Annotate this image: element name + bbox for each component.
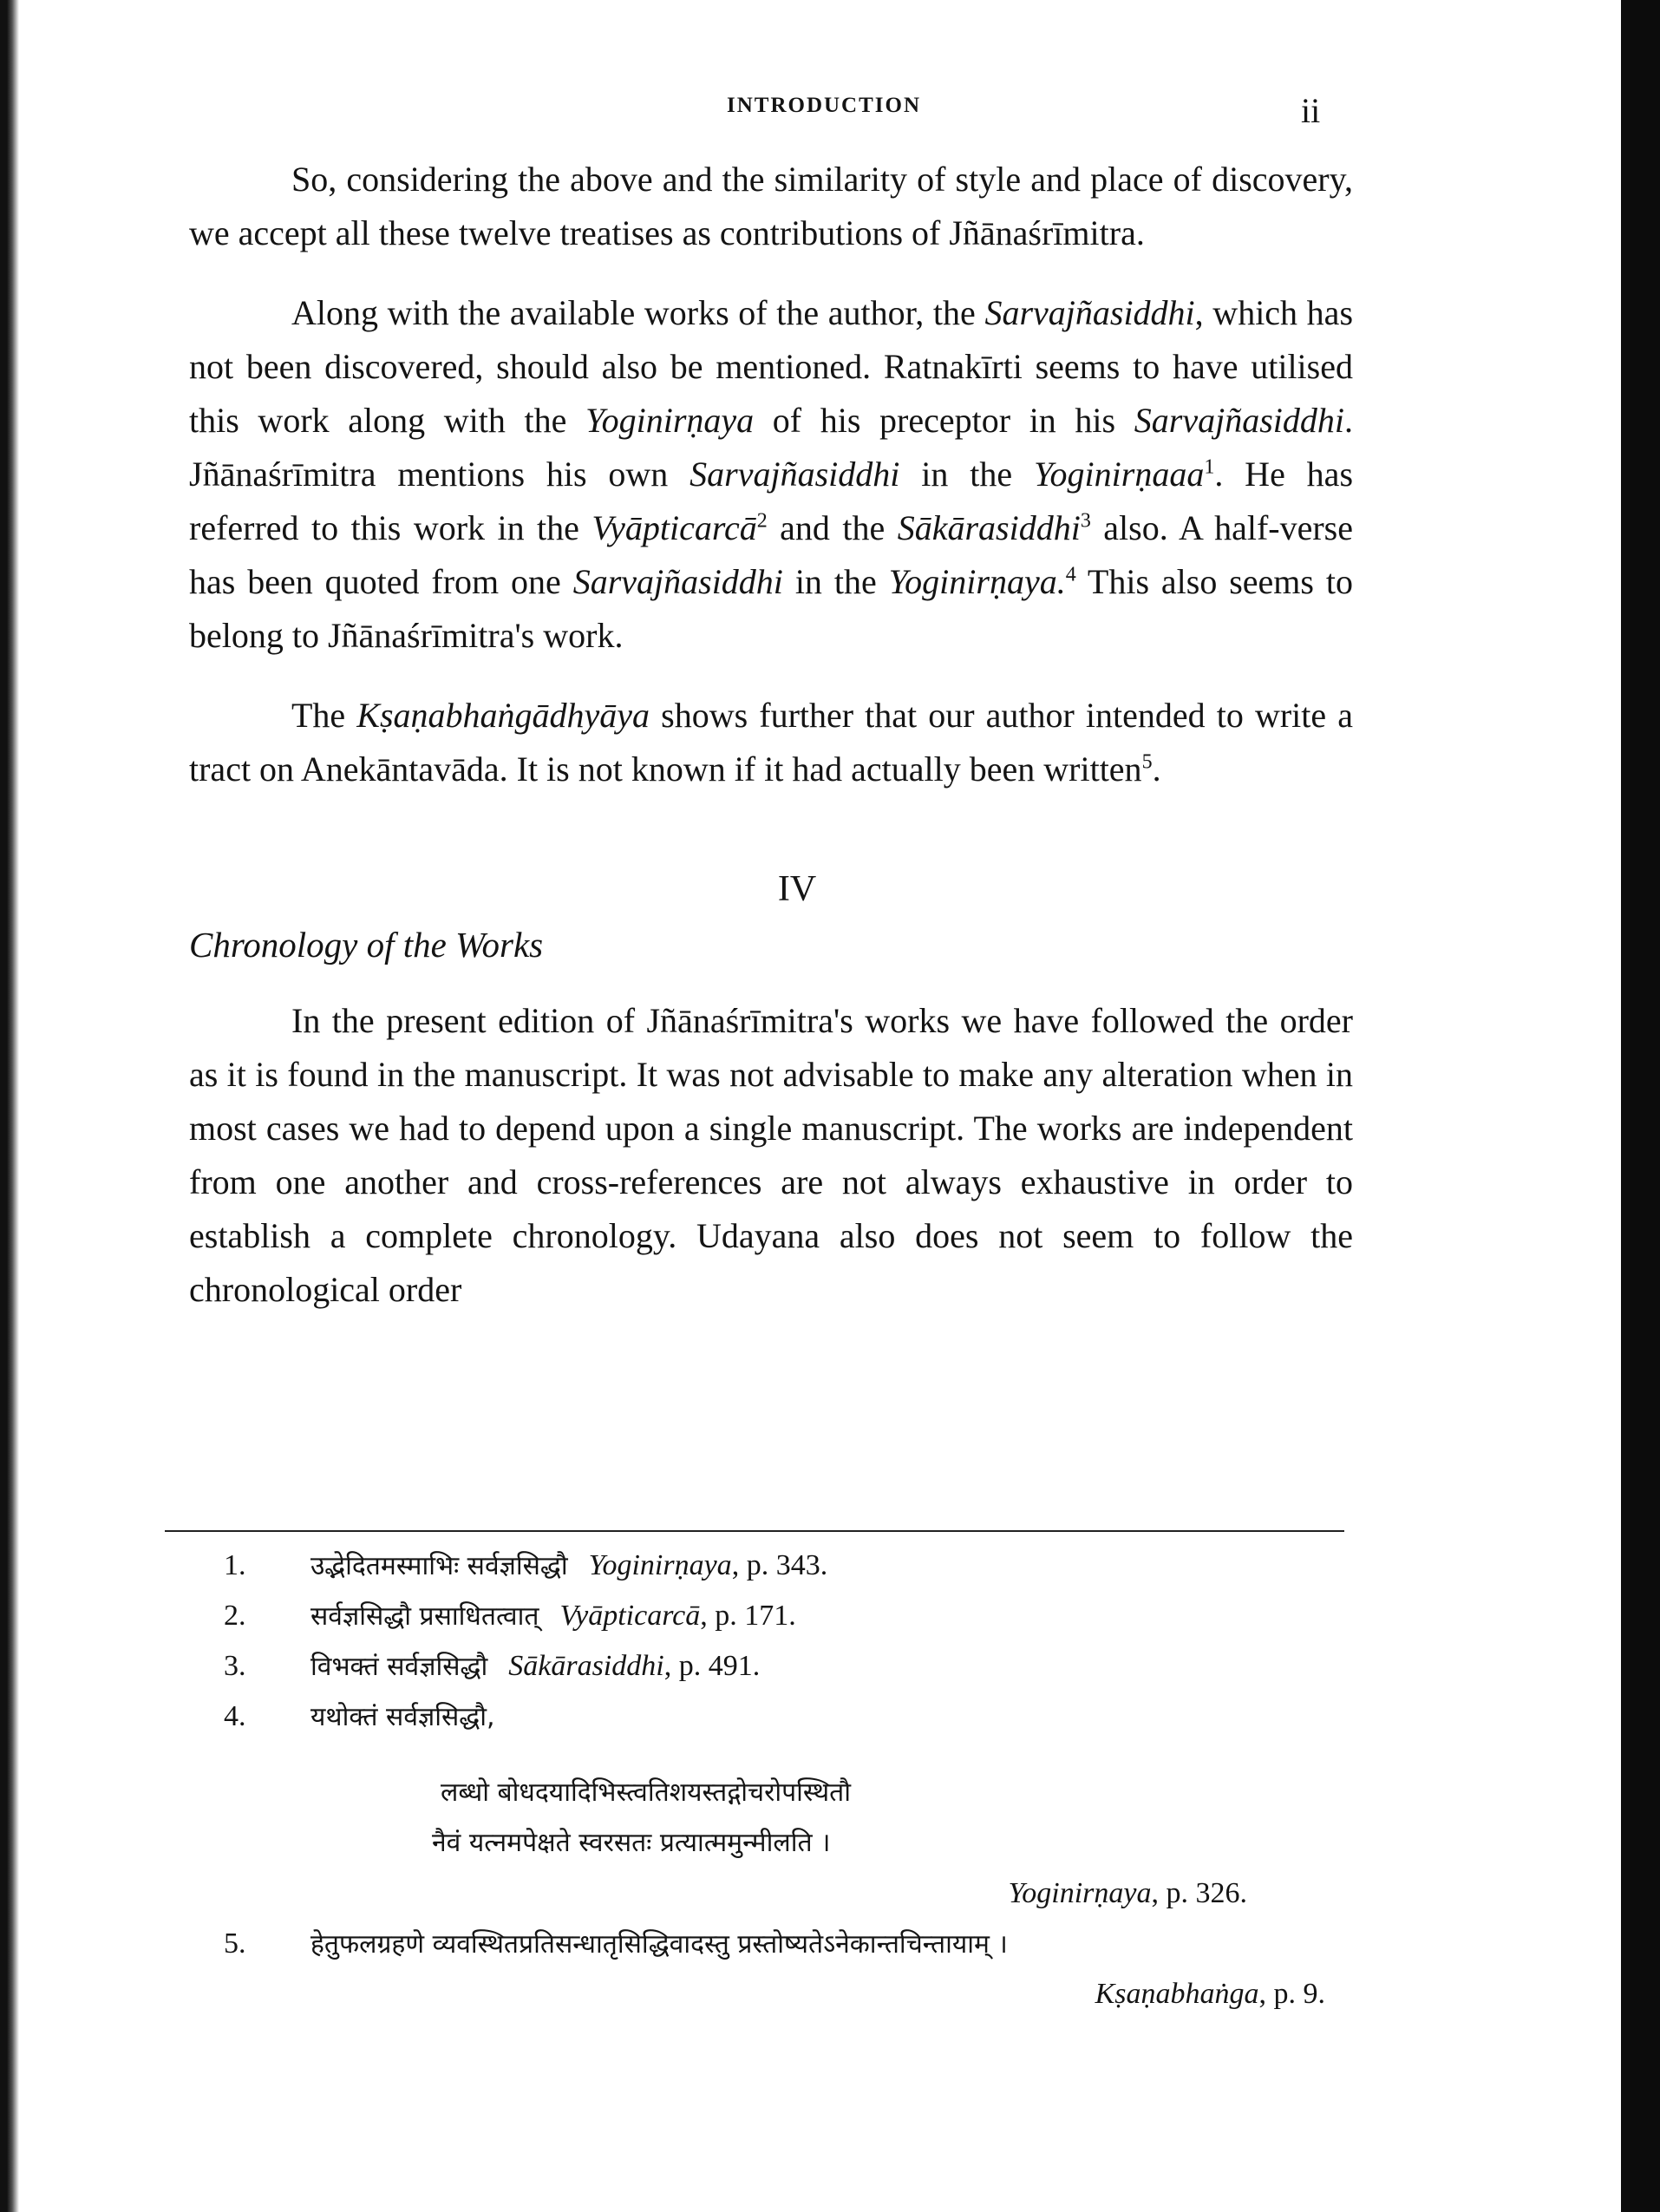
source-title: Sākārasiddhi — [508, 1650, 664, 1682]
footnote-2 — [224, 1591, 1351, 1641]
footnote-number: 5. — [224, 1927, 246, 1960]
title-vyapticarca: Vyāpticarcā — [591, 508, 757, 547]
footnote-divider — [165, 1530, 1344, 1532]
sanskrit-quote: विभक्तं सर्वज्ञसिद्धौ — [310, 1652, 488, 1682]
verse-line-2: नैवं यत्नमपेक्षते स्वरसतः प्रत्यात्ममुन्मीलति । — [432, 1828, 831, 1858]
footnote-ref-2: 2 — [756, 509, 768, 533]
footnote-number: 2. — [224, 1600, 246, 1632]
title-yoginirnaya: Yoginirṇaya — [585, 401, 755, 440]
paragraph-1: So, considering the above and the similarity of style and place of discovery, we accept all these twelve treatises as contributions of Jñānaśrīmitra. — [189, 160, 1353, 252]
source-title: Vyāpticarcā — [559, 1600, 701, 1632]
footnote-1 — [224, 1541, 1351, 1591]
title-yoginirnaya: Yoginirṇaaa — [1033, 455, 1205, 494]
footnote-ref-4: 4 — [1065, 563, 1076, 586]
paragraph-3: The Kṣaṇabhaṅgādhyāya shows further that our author intended to write a tract on Anekāntavāda. It is not known if it had actually been written$^5$. — [189, 696, 1354, 789]
source-title: Kṣaṇabhaṅga — [1095, 1978, 1259, 2010]
footnote-3 — [224, 1641, 1351, 1692]
footnote-number: 1. — [224, 1549, 246, 1581]
source-page: , p. 9. — [1258, 1978, 1325, 2010]
sanskrit-quote: उद्भेदितमस्माभिः सर्वज्ञसिद्धौ — [310, 1551, 568, 1581]
paragraph-2: Along with the available works of the author, the Sarvajñasiddhi, which has not been discovered, should also be mentioned. Ratnakīrti seems to have utilised this work along with the Yoginirṇaya of his preceptor in his Sarvajñasiddhi. Jñānaśrīmitra mentions his own Sarvajñasiddhi in the Yoginirṇaaa$^1$. He has referred to this work in the Vyāpticarcā$^2$ and the Sākārasiddhi$^3$ also. A half-verse has been quoted from one Sarvajñasiddhi in the Yoginirṇaya.$^4$ This also seems to belong to Jñānaśrīmitra's work. — [189, 293, 1354, 655]
footnote-number: 4. — [224, 1700, 246, 1732]
footnote-ref-5: 5 — [1141, 750, 1153, 774]
page-number: ii — [1301, 91, 1321, 130]
source-page: , p. 343. — [731, 1549, 828, 1581]
title-sarvajnasiddhi: Sarvajñasiddhi — [984, 293, 1195, 332]
title-sakarasiddhi: Sākārasiddhi — [897, 508, 1081, 547]
footnote-ref-3: 3 — [1080, 509, 1091, 533]
footnote-number: 3. — [224, 1650, 246, 1682]
main-text — [189, 153, 1353, 1317]
title-sarvajnasiddhi: Sarvajñasiddhi — [1134, 401, 1344, 440]
source-page: , p. 171. — [700, 1600, 796, 1632]
footnotes — [224, 1541, 1351, 2019]
source-page: , p. 326. — [1151, 1877, 1247, 1909]
footnote-5 — [224, 1919, 1351, 1969]
footnote-4 — [224, 1692, 1351, 1742]
title-ksanabhangadhyaya: Kṣaṇabhaṅgādhyāya — [356, 696, 650, 735]
verse-line-1: लब्धो बोधदयादिभिस्त्वतिशयस्तद्गोचरोपस्थितौ — [441, 1777, 852, 1808]
section-title: Chronology of the Works — [189, 925, 544, 965]
footnote-5-source — [224, 1969, 1351, 2019]
footnote-ref-1: 1 — [1204, 455, 1215, 479]
running-title: INTRODUCTION — [726, 94, 922, 117]
sanskrit-quote: सर्वज्ञसिद्धौ प्रसाधितत्वात् — [310, 1601, 539, 1632]
paragraph-4: In the present edition of Jñānaśrīmitra's works we have followed the order as it is found in the manuscript. It was not advisable to make any alteration when in most cases we had to depend upon a single manuscript. The works are independent from one another and cross-references are not always exhaustive in order to establish a complete chronology. Udayana also does not seem to follow the chronological order — [189, 1001, 1353, 1309]
source-title: Yoginirṇaya — [1008, 1877, 1152, 1909]
source-title: Yoginirṇaya — [588, 1549, 732, 1581]
title-sarvajnasiddhi: Sarvajñasiddhi — [689, 455, 900, 494]
section-number: IV — [777, 869, 817, 909]
sanskrit-quote: यथोक्तं सर्वज्ञसिद्धौ, — [310, 1702, 495, 1732]
source-page: , p. 491. — [663, 1650, 761, 1682]
footnote-4-source — [224, 1868, 1351, 1919]
title-sarvajnasiddhi: Sarvajñasiddhi — [572, 562, 783, 601]
sanskrit-quote: हेतुफलग्रहणे व्यवस्थितप्रतिसन्धातृसिद्धिवादस्तु प्रस्तोष्यतेऽनेकान्तचिन्तायाम् । — [310, 1929, 1008, 1960]
title-yoginirnaya: Yoginirṇaya. — [888, 562, 1066, 601]
